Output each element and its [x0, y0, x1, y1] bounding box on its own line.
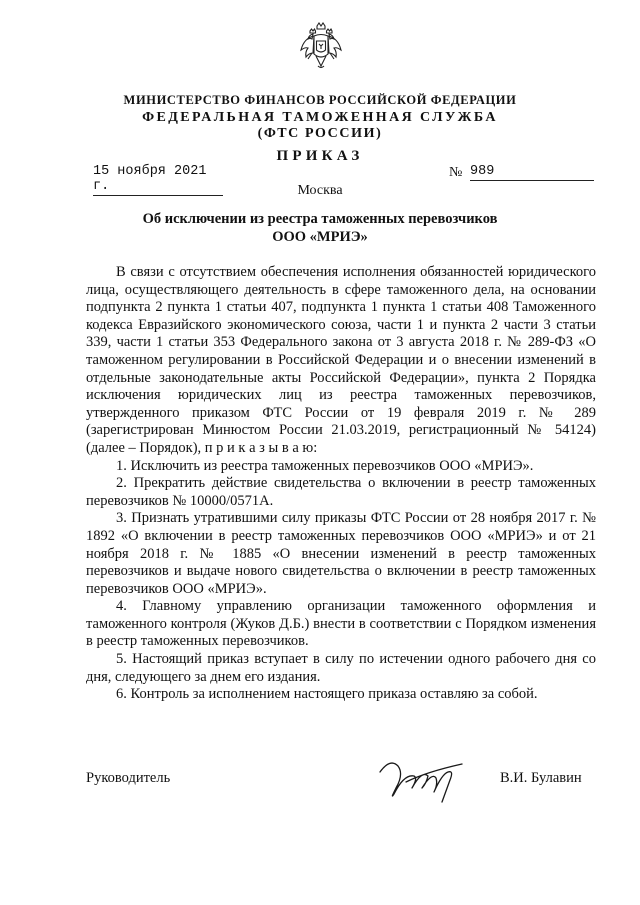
signer-role: Руководитель: [86, 770, 171, 786]
order-item-5: 5. Настоящий приказ вступает в силу по истечении одного рабочего дня со дня, следующего за днем его издания.: [86, 651, 596, 685]
ministry-name: МИНИСТЕРСТВО ФИНАНСОВ РОССИЙСКОЙ ФЕДЕРАЦИИ: [123, 93, 517, 107]
document-type: ПРИКАЗ: [276, 148, 364, 164]
document-title-line2: ООО «МРИЭ»: [272, 229, 368, 245]
order-item-4: 4. Главному управлению организации таможенного оформления и таможенного контроля (Жуков Д.Б.) внести в соответствии с Порядком изменения в реестр таможенных перевозчиков.: [86, 598, 596, 650]
order-number: 989: [470, 164, 594, 181]
document-body: [86, 264, 596, 704]
order-item-2: 2. Прекратить действие свидетельства о включении в реестр таможенных перевозчиков № 10000/0571А.: [86, 475, 596, 509]
document-title-line1: Об исключении из реестра таможенных перевозчиков: [142, 211, 498, 227]
service-abbreviation: (ФТС РОССИИ): [257, 126, 383, 141]
emblem-icon: [300, 22, 342, 72]
order-date: 15 ноября 2021 г.: [93, 164, 223, 196]
order-item-3: 3. Признать утратившими силу приказы ФТС России от 28 ноября 2017 г. № 1892 «О включении в реестр таможенных перевозчиков ООО «МРИЭ» и от 21 ноября 2018 г. № 1885 «О внесении изменений в реестр таможенных перевозчиков и выдаче нового свидетельства о включении в реестр таможенных перевозчиков ООО «МРИЭ».: [86, 510, 596, 597]
number-sign: №: [449, 165, 463, 180]
signer-name: В.И. Булавин: [500, 770, 582, 786]
city: Москва: [297, 183, 343, 198]
preamble-paragraph: В связи с отсутствием обеспечения исполнения обязанностей юридического лица, осуществляющего деятельность в сфере таможенного дела, на основании подпункта 2 пункта 1 статьи 407, подпункта 1 пункта 1 статьи 408 Таможенного кодекса Евразийского экономического союза, части 1 и пункта 2 части 3 статьи 339, части 1 статьи 353 Федерального закона от 3 августа 2018 г. № 289-ФЗ «О таможенном регулировании в Российской Федерации и о внесении изменений в отдельные законодательные акты Российской Федерации», пункта 2 Порядка исключения юридических лиц из реестра таможенных перевозчиков, утвержденного приказом ФТС России от 19 февраля 2019 г. № 289 (зарегистрирован Минюстом России 21.03.2019, регистрационный № 54124) (далее – Порядок), п р и к а з ы в а ю:: [86, 264, 596, 456]
order-item-6: 6. Контроль за исполнением настоящего приказа оставляю за собой.: [116, 686, 538, 703]
service-name: ФЕДЕРАЛЬНАЯ ТАМОЖЕННАЯ СЛУЖБА: [142, 110, 498, 125]
handwritten-signature: [376, 752, 472, 812]
order-item-1: 1. Исключить из реестра таможенных перевозчиков ООО «МРИЭ».: [116, 457, 534, 474]
